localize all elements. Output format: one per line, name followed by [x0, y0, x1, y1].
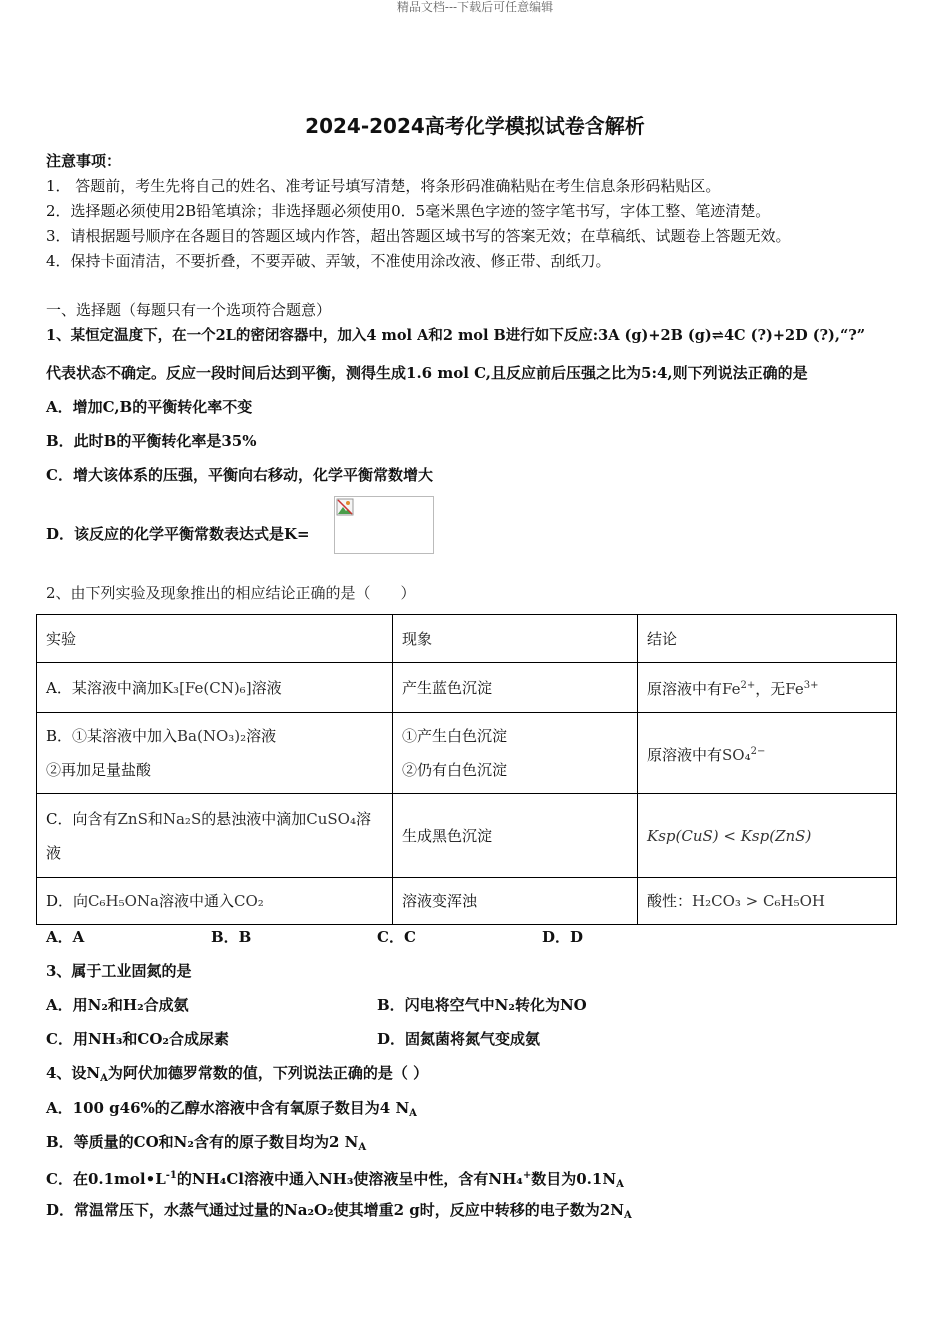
- row-a-fe2: Fe: [722, 680, 741, 698]
- q4-a-text: A．100 g46%的乙醇水溶液中含有氧原子数目为4 N: [46, 1099, 410, 1117]
- row-a-phenomenon: 产生蓝色沉淀: [393, 663, 638, 713]
- broken-image-icon: [336, 498, 354, 516]
- row-a-exp-text: A．某溶液中滴加: [46, 678, 162, 697]
- q1-stem-line2: 代表状态不确定。反应一段时间后达到平衡，测得生成1.6 mol C,且反应前后压强之比为5:4,则下列说法正确的是: [46, 364, 808, 382]
- row-c-and: 和: [147, 809, 163, 828]
- q4-stem-post: 为阿伏加德罗常数的值，下列说法正确的是（ ）: [107, 1064, 429, 1082]
- row-a-fe3: Fe: [785, 680, 804, 698]
- header-phenomenon: 现象: [393, 615, 638, 663]
- row-b-phen1: ①产生白色沉淀: [402, 727, 508, 745]
- q4-c-sup2: +: [522, 1170, 532, 1181]
- row-a-formula: K₃[Fe(CN)₆]: [161, 678, 252, 697]
- q3-stem: 3、属于工业固氮的是: [46, 962, 192, 980]
- row-d-concl-formula: H₂CO₃ > C₆H₅OH: [692, 892, 825, 910]
- q3-option-a: A．用N₂和H₂合成氨: [46, 996, 189, 1014]
- q4-c-sub: A: [616, 1179, 624, 1190]
- row-d-formula1: C₆H₅ONa: [88, 892, 159, 910]
- row-d-phenomenon: 溶液变浑浊: [393, 878, 638, 925]
- q4-c-post: 数目为0.1N: [531, 1170, 617, 1188]
- table-row-d: [37, 878, 897, 925]
- q1-option-d: D．该反应的化学平衡常数表达式是K=: [46, 525, 310, 543]
- row-a-exp-tail: 溶液: [251, 678, 282, 697]
- q4-option-b: [46, 1132, 366, 1158]
- row-b-exp1-text: B．①某溶液中加入: [46, 727, 178, 745]
- notice-heading: 注意事项：: [46, 152, 122, 170]
- header-note: 精品文档---下载后可任意编辑: [396, 0, 554, 14]
- row-d-conclusion: [638, 878, 897, 925]
- row-c-text-a: C．向含有: [46, 809, 118, 828]
- notice-item-1: 1． 答题前，考生先将自己的姓名、准考证号填写清楚，将条形码准确粘贴在考生信息条形码粘贴区。: [46, 177, 721, 195]
- q3-option-c: C．用NH₃和CO₂合成尿素: [46, 1030, 229, 1048]
- q2-option-c: C．C: [377, 928, 416, 946]
- q1-option-b: B．此时B的平衡转化率是35%: [46, 432, 257, 450]
- q2-option-d: D．D: [542, 928, 584, 946]
- q3-option-d: D．固氮菌将氮气变成氨: [377, 1030, 541, 1048]
- row-b-experiment: [37, 713, 393, 794]
- row-d-text-pre: D．向: [46, 892, 89, 910]
- q4-option-d: [46, 1200, 632, 1226]
- row-b-concl-text: 原溶液中有: [647, 745, 723, 764]
- row-c-zns: ZnS: [117, 809, 148, 828]
- row-d-text-mid: 溶液中通入: [158, 892, 234, 910]
- row-b-so4-charge: 2−: [750, 745, 766, 757]
- header-experiment: 实验: [37, 615, 393, 663]
- table-row-b: [37, 713, 897, 794]
- q4-c-mid: 的NH₄Cl溶液中通入NH₃使溶液呈中性，含有NH₄: [176, 1170, 523, 1188]
- notice-item-3: 3．请根据题号顺序在各题目的答题区域内作答，超出答题区域书写的答案无效；在草稿纸、试题卷上答题无效。: [46, 227, 791, 245]
- q4-option-c: [46, 1166, 624, 1195]
- formula-image-placeholder: [334, 496, 434, 554]
- row-d-experiment: [37, 878, 393, 925]
- q1-stem-line1: 1、某恒定温度下，在一个2L的密闭容器中，加入4 mol A和2 mol B进行如下反应:3A (g)+2B (g)⇌4C (?)+2D (?),“?”: [46, 327, 866, 344]
- row-c-text-d: 液: [46, 843, 62, 862]
- row-b-exp1-tail: 溶液: [246, 727, 277, 745]
- notice-item-2: 2．选择题必须使用2B铅笔填涂；非选择题必须使用0．5毫米黑色字迹的签字笔书写，字体工整、笔迹清楚。: [46, 202, 771, 220]
- row-b-formula: Ba(NO₃)₂: [177, 727, 247, 745]
- q4-c-sup: -1: [165, 1170, 177, 1181]
- row-b-so4: SO₄: [722, 745, 751, 764]
- row-c-na2s: Na₂S: [162, 809, 202, 828]
- q4-b-sub: A: [358, 1142, 367, 1153]
- q4-b-text: B．等质量的CO和N₂含有的原子数目均为2 N: [46, 1133, 359, 1151]
- q4-stem-pre: 4、设N: [46, 1064, 101, 1082]
- header-conclusion: 结论: [638, 615, 897, 663]
- row-a-fe2-charge: 2+: [740, 680, 756, 691]
- q4-stem: [46, 1063, 428, 1089]
- row-c-conclusion: Ksp(CuS) < Ksp(ZnS): [638, 794, 897, 878]
- section-heading: 一、选择题（每题只有一个选项符合题意）: [46, 301, 332, 319]
- q2-option-a: A．A: [46, 928, 85, 946]
- q4-stem-sub: A: [100, 1073, 108, 1084]
- q1-option-a: A．增加C,B的平衡转化率不变: [46, 398, 253, 416]
- q4-d-text: D．常温常压下，水蒸气通过过量的Na₂O₂使其增重2 g时，反应中转移的电子数为2N: [46, 1201, 624, 1219]
- q2-option-b: B．B: [211, 928, 252, 946]
- q4-d-sub: A: [623, 1210, 632, 1221]
- row-a-conclusion: [638, 663, 897, 713]
- row-a-concl-mid: ，无: [755, 680, 786, 698]
- row-a-fe3-charge: 3+: [803, 680, 819, 691]
- q3-option-b: B．闪电将空气中N₂转化为NO: [377, 996, 587, 1014]
- row-a-experiment: [37, 663, 393, 713]
- row-c-cuso4: CuSO₄: [306, 809, 356, 828]
- q4-option-a: [46, 1098, 417, 1124]
- experiment-table: [36, 614, 897, 925]
- table-row-c: [37, 794, 897, 878]
- row-a-concl-text: 原溶液中有: [647, 680, 723, 698]
- q4-a-sub: A: [409, 1108, 417, 1119]
- q1-option-c: C．增大该体系的压强，平衡向右移动，化学平衡常数增大: [46, 466, 433, 484]
- table-header-row: [37, 615, 897, 663]
- q4-c-text: C．在0.1mol•L: [46, 1170, 166, 1188]
- row-b-phen2: ②仍有白色沉淀: [402, 761, 508, 779]
- row-c-experiment: [37, 794, 393, 878]
- document-title: 2024-2024高考化学模拟试卷含解析: [305, 114, 645, 138]
- row-c-text-b: 的悬浊液中滴加: [201, 809, 307, 828]
- row-b-phenomenon: [393, 713, 638, 794]
- row-c-phenomenon: 生成黑色沉淀: [393, 794, 638, 878]
- row-c-text-c: 溶: [355, 809, 371, 828]
- row-d-formula2: CO₂: [234, 892, 264, 910]
- row-d-concl-text: 酸性：: [647, 892, 693, 910]
- table-row-a: [37, 663, 897, 713]
- notice-item-4: 4．保持卡面清洁，不要折叠，不要弄破、弄皱，不准使用涂改液、修正带、刮纸刀。: [46, 252, 611, 270]
- row-b-exp2: ②再加足量盐酸: [46, 761, 152, 779]
- row-b-conclusion: [638, 713, 897, 794]
- q2-stem: 2、由下列实验及现象推出的相应结论正确的是（ ）: [46, 584, 416, 602]
